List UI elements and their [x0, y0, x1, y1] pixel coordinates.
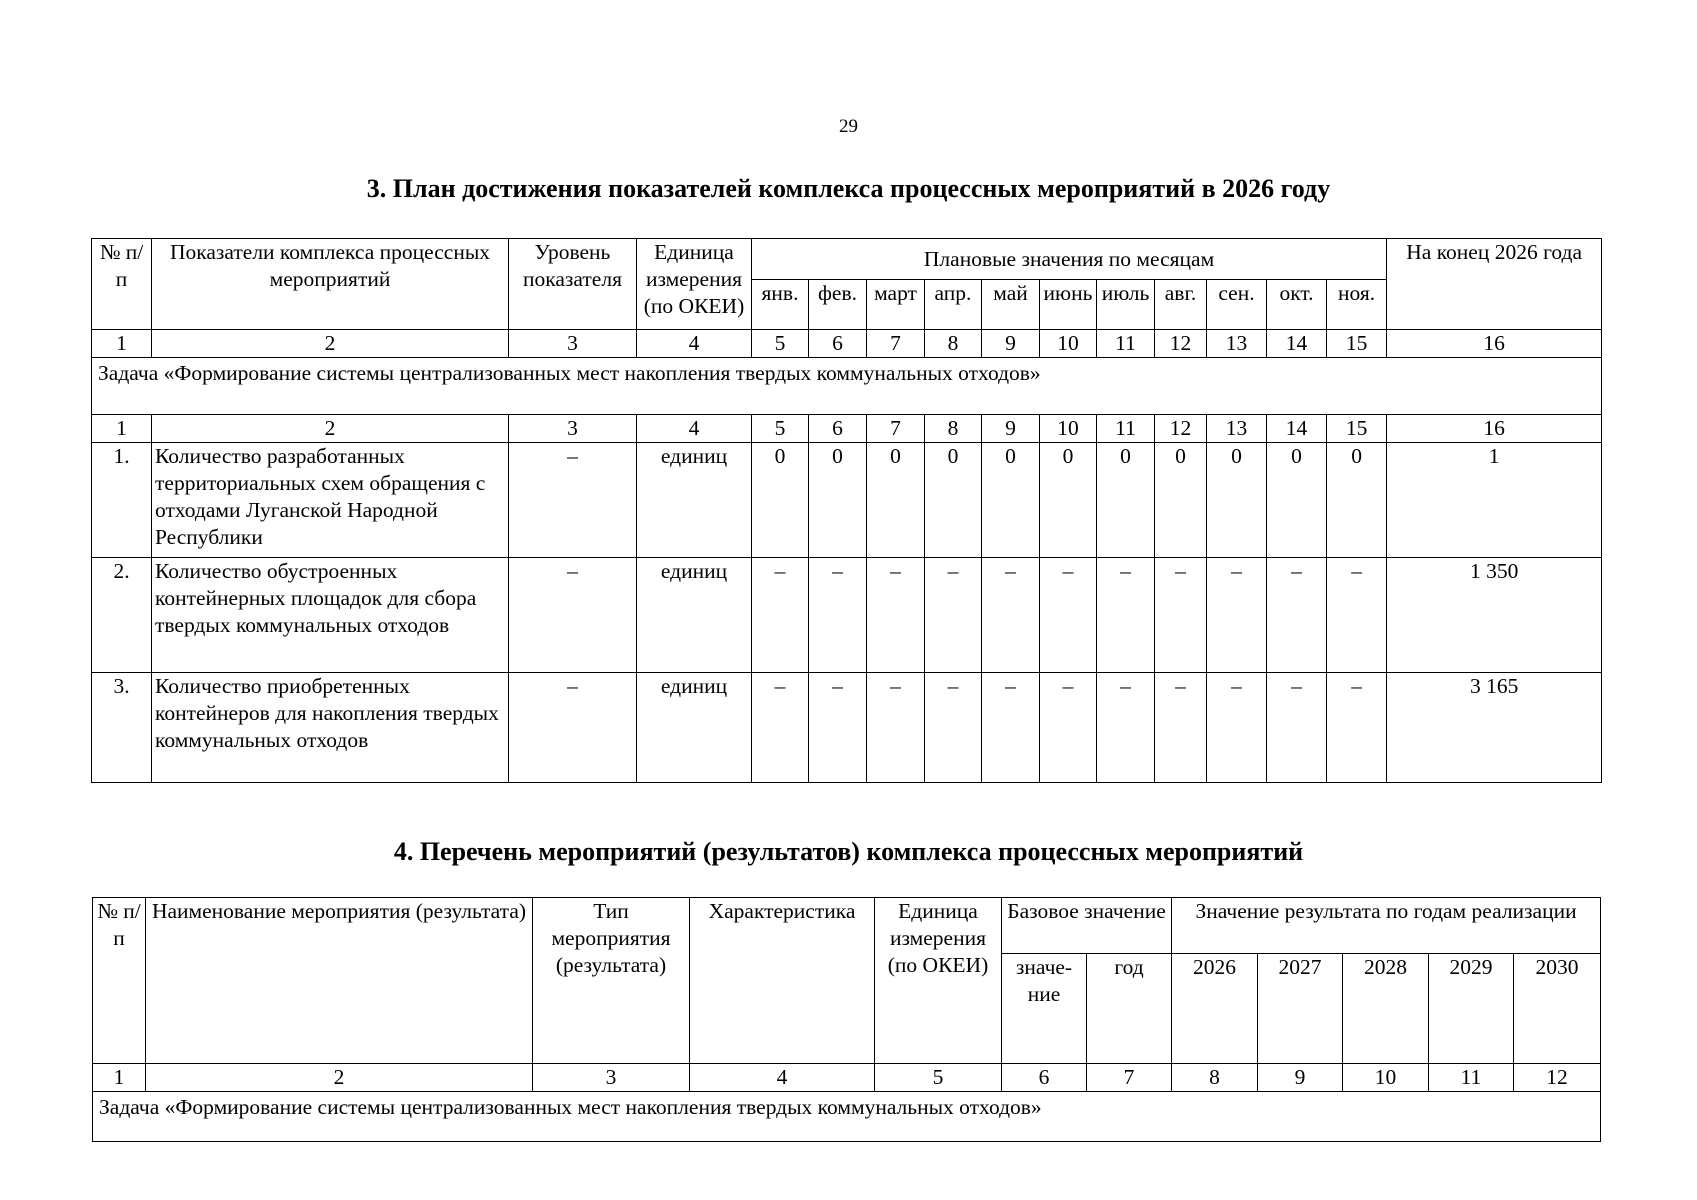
column-number: 10: [1040, 330, 1097, 358]
row-month-value: 0: [1097, 443, 1155, 558]
row-month-value: –: [1155, 558, 1207, 673]
row-month-value: 0: [1327, 443, 1387, 558]
header-level: Уровень показателя: [509, 239, 637, 330]
column-number: 4: [690, 1064, 875, 1092]
indicators-plan-table: [91, 238, 1602, 783]
column-number: 13: [1207, 330, 1267, 358]
row-month-value: –: [1327, 558, 1387, 673]
row-indicator-name: Количество разработанных территориальных схем обращения с отходами Луганской Народной Республики: [152, 443, 509, 558]
table-row: [92, 558, 1602, 673]
row-end-value: 1: [1387, 443, 1602, 558]
header-month: март: [867, 280, 925, 330]
row-month-value: –: [1040, 673, 1097, 783]
header-month: сен.: [1207, 280, 1267, 330]
header-base-value-value: значе-ние: [1002, 954, 1087, 1064]
row-month-value: 0: [1207, 443, 1267, 558]
column-number: 2: [152, 415, 509, 443]
row-month-value: –: [752, 558, 809, 673]
row-month-value: –: [1097, 558, 1155, 673]
row-month-value: –: [925, 673, 982, 783]
column-number: 6: [1002, 1064, 1087, 1092]
row-month-value: 0: [752, 443, 809, 558]
task-row: [93, 1092, 1601, 1142]
column-number: 4: [637, 330, 752, 358]
header-monthly: Плановые значения по месяцам: [752, 239, 1387, 280]
header-num: № п/п: [92, 239, 152, 330]
row-month-value: –: [809, 673, 867, 783]
row-month-value: –: [1267, 673, 1327, 783]
column-number: 8: [925, 415, 982, 443]
row-month-value: –: [1327, 673, 1387, 783]
row-month-value: 0: [1267, 443, 1327, 558]
column-numbers-row: [93, 1064, 1601, 1092]
header-year: 2026: [1172, 954, 1258, 1064]
header-month: ноя.: [1327, 280, 1387, 330]
row-month-value: 0: [809, 443, 867, 558]
row-num: 3.: [92, 673, 152, 783]
column-number: 1: [93, 1064, 146, 1092]
row-month-value: 0: [982, 443, 1040, 558]
header-month: май: [982, 280, 1040, 330]
header-row: [93, 898, 1601, 954]
row-month-value: –: [925, 558, 982, 673]
activities-table: [92, 897, 1601, 1142]
column-number: 16: [1387, 415, 1602, 443]
column-number: 1: [92, 330, 152, 358]
column-number: 7: [1087, 1064, 1172, 1092]
header-year: 2030: [1514, 954, 1601, 1064]
header-year: 2027: [1258, 954, 1343, 1064]
header-month: июль: [1097, 280, 1155, 330]
header-unit: Единица измерения (по ОКЕИ): [875, 898, 1002, 1064]
header-result-by-years: Значение результата по годам реализации: [1172, 898, 1601, 954]
column-number: 3: [533, 1064, 690, 1092]
header-indicator: Показатели комплекса процессных мероприятий: [152, 239, 509, 330]
row-level: –: [509, 558, 637, 673]
column-number: 5: [875, 1064, 1002, 1092]
row-level: –: [509, 673, 637, 783]
header-base-value-year: год: [1087, 954, 1172, 1064]
header-characteristic: Характеристика: [690, 898, 875, 1064]
row-num: 1.: [92, 443, 152, 558]
page-number: 29: [839, 116, 858, 137]
header-month: фев.: [809, 280, 867, 330]
column-number: 2: [152, 330, 509, 358]
column-number: 8: [925, 330, 982, 358]
column-number: 15: [1327, 330, 1387, 358]
column-number: 3: [509, 330, 637, 358]
column-number: 10: [1343, 1064, 1429, 1092]
row-month-value: –: [1097, 673, 1155, 783]
column-number: 13: [1207, 415, 1267, 443]
row-month-value: –: [1155, 673, 1207, 783]
header-month: авг.: [1155, 280, 1207, 330]
header-row: [92, 239, 1602, 280]
header-name: Наименование мероприятия (результата): [146, 898, 533, 1064]
row-unit: единиц: [637, 673, 752, 783]
row-month-value: –: [1207, 673, 1267, 783]
row-end-value: 3 165: [1387, 673, 1602, 783]
row-month-value: 0: [1155, 443, 1207, 558]
column-number: 3: [509, 415, 637, 443]
column-number: 15: [1327, 415, 1387, 443]
row-indicator-name: Количество приобретенных контейнеров для накопления твердых коммунальных отходов: [152, 673, 509, 783]
column-number: 14: [1267, 415, 1327, 443]
header-unit: Единица измерения (по ОКЕИ): [637, 239, 752, 330]
column-number: 6: [809, 415, 867, 443]
column-number: 12: [1155, 415, 1207, 443]
section-3-title: 3. План достижения показателей комплекса процессных мероприятий в 2026 году: [366, 174, 1331, 203]
column-number: 10: [1040, 415, 1097, 443]
header-num: № п/п: [93, 898, 146, 1064]
row-month-value: 0: [925, 443, 982, 558]
column-number: 12: [1155, 330, 1207, 358]
column-number: 4: [637, 415, 752, 443]
row-indicator-name: Количество обустроенных контейнерных площадок для сбора твердых коммунальных отходов: [152, 558, 509, 673]
column-number: 9: [982, 330, 1040, 358]
column-number: 2: [146, 1064, 533, 1092]
column-number: 16: [1387, 330, 1602, 358]
header-month: апр.: [925, 280, 982, 330]
column-number: 9: [1258, 1064, 1343, 1092]
column-number: 5: [752, 330, 809, 358]
row-month-value: –: [982, 558, 1040, 673]
row-month-value: 0: [867, 443, 925, 558]
column-number: 11: [1097, 330, 1155, 358]
column-number: 7: [867, 330, 925, 358]
header-end-of-year: На конец 2026 года: [1387, 239, 1602, 330]
task-label: Задача «Формирование системы централизованных мест накопления твердых коммунальных отходов»: [93, 1092, 1601, 1142]
row-month-value: 0: [1040, 443, 1097, 558]
row-level: –: [509, 443, 637, 558]
column-numbers-row: [92, 330, 1602, 358]
column-number: 8: [1172, 1064, 1258, 1092]
row-month-value: –: [1040, 558, 1097, 673]
row-num: 2.: [92, 558, 152, 673]
task-row: [92, 358, 1602, 415]
row-unit: единиц: [637, 443, 752, 558]
table-row: [92, 673, 1602, 783]
row-month-value: –: [1207, 558, 1267, 673]
header-month: июнь: [1040, 280, 1097, 330]
table-row: [92, 443, 1602, 558]
row-month-value: –: [867, 673, 925, 783]
task-label: Задача «Формирование системы централизованных мест накопления твердых коммунальных отходов»: [92, 358, 1602, 415]
header-type: Тип мероприятия (результата): [533, 898, 690, 1064]
column-number: 12: [1514, 1064, 1601, 1092]
column-number: 1: [92, 415, 152, 443]
row-month-value: –: [982, 673, 1040, 783]
column-number: 11: [1429, 1064, 1514, 1092]
header-month: янв.: [752, 280, 809, 330]
header-year: 2029: [1429, 954, 1514, 1064]
header-year: 2028: [1343, 954, 1429, 1064]
header-base-value: Базовое значение: [1002, 898, 1172, 954]
row-month-value: –: [752, 673, 809, 783]
column-number: 6: [809, 330, 867, 358]
column-number: 11: [1097, 415, 1155, 443]
column-number: 14: [1267, 330, 1327, 358]
header-month: окт.: [1267, 280, 1327, 330]
column-number: 7: [867, 415, 925, 443]
column-number: 9: [982, 415, 1040, 443]
row-month-value: –: [809, 558, 867, 673]
row-unit: единиц: [637, 558, 752, 673]
column-number: 5: [752, 415, 809, 443]
row-month-value: –: [867, 558, 925, 673]
row-end-value: 1 350: [1387, 558, 1602, 673]
section-4-title: 4. Перечень мероприятий (результатов) комплекса процессных мероприятий: [393, 837, 1304, 866]
column-numbers-row-repeat: [92, 415, 1602, 443]
row-month-value: –: [1267, 558, 1327, 673]
